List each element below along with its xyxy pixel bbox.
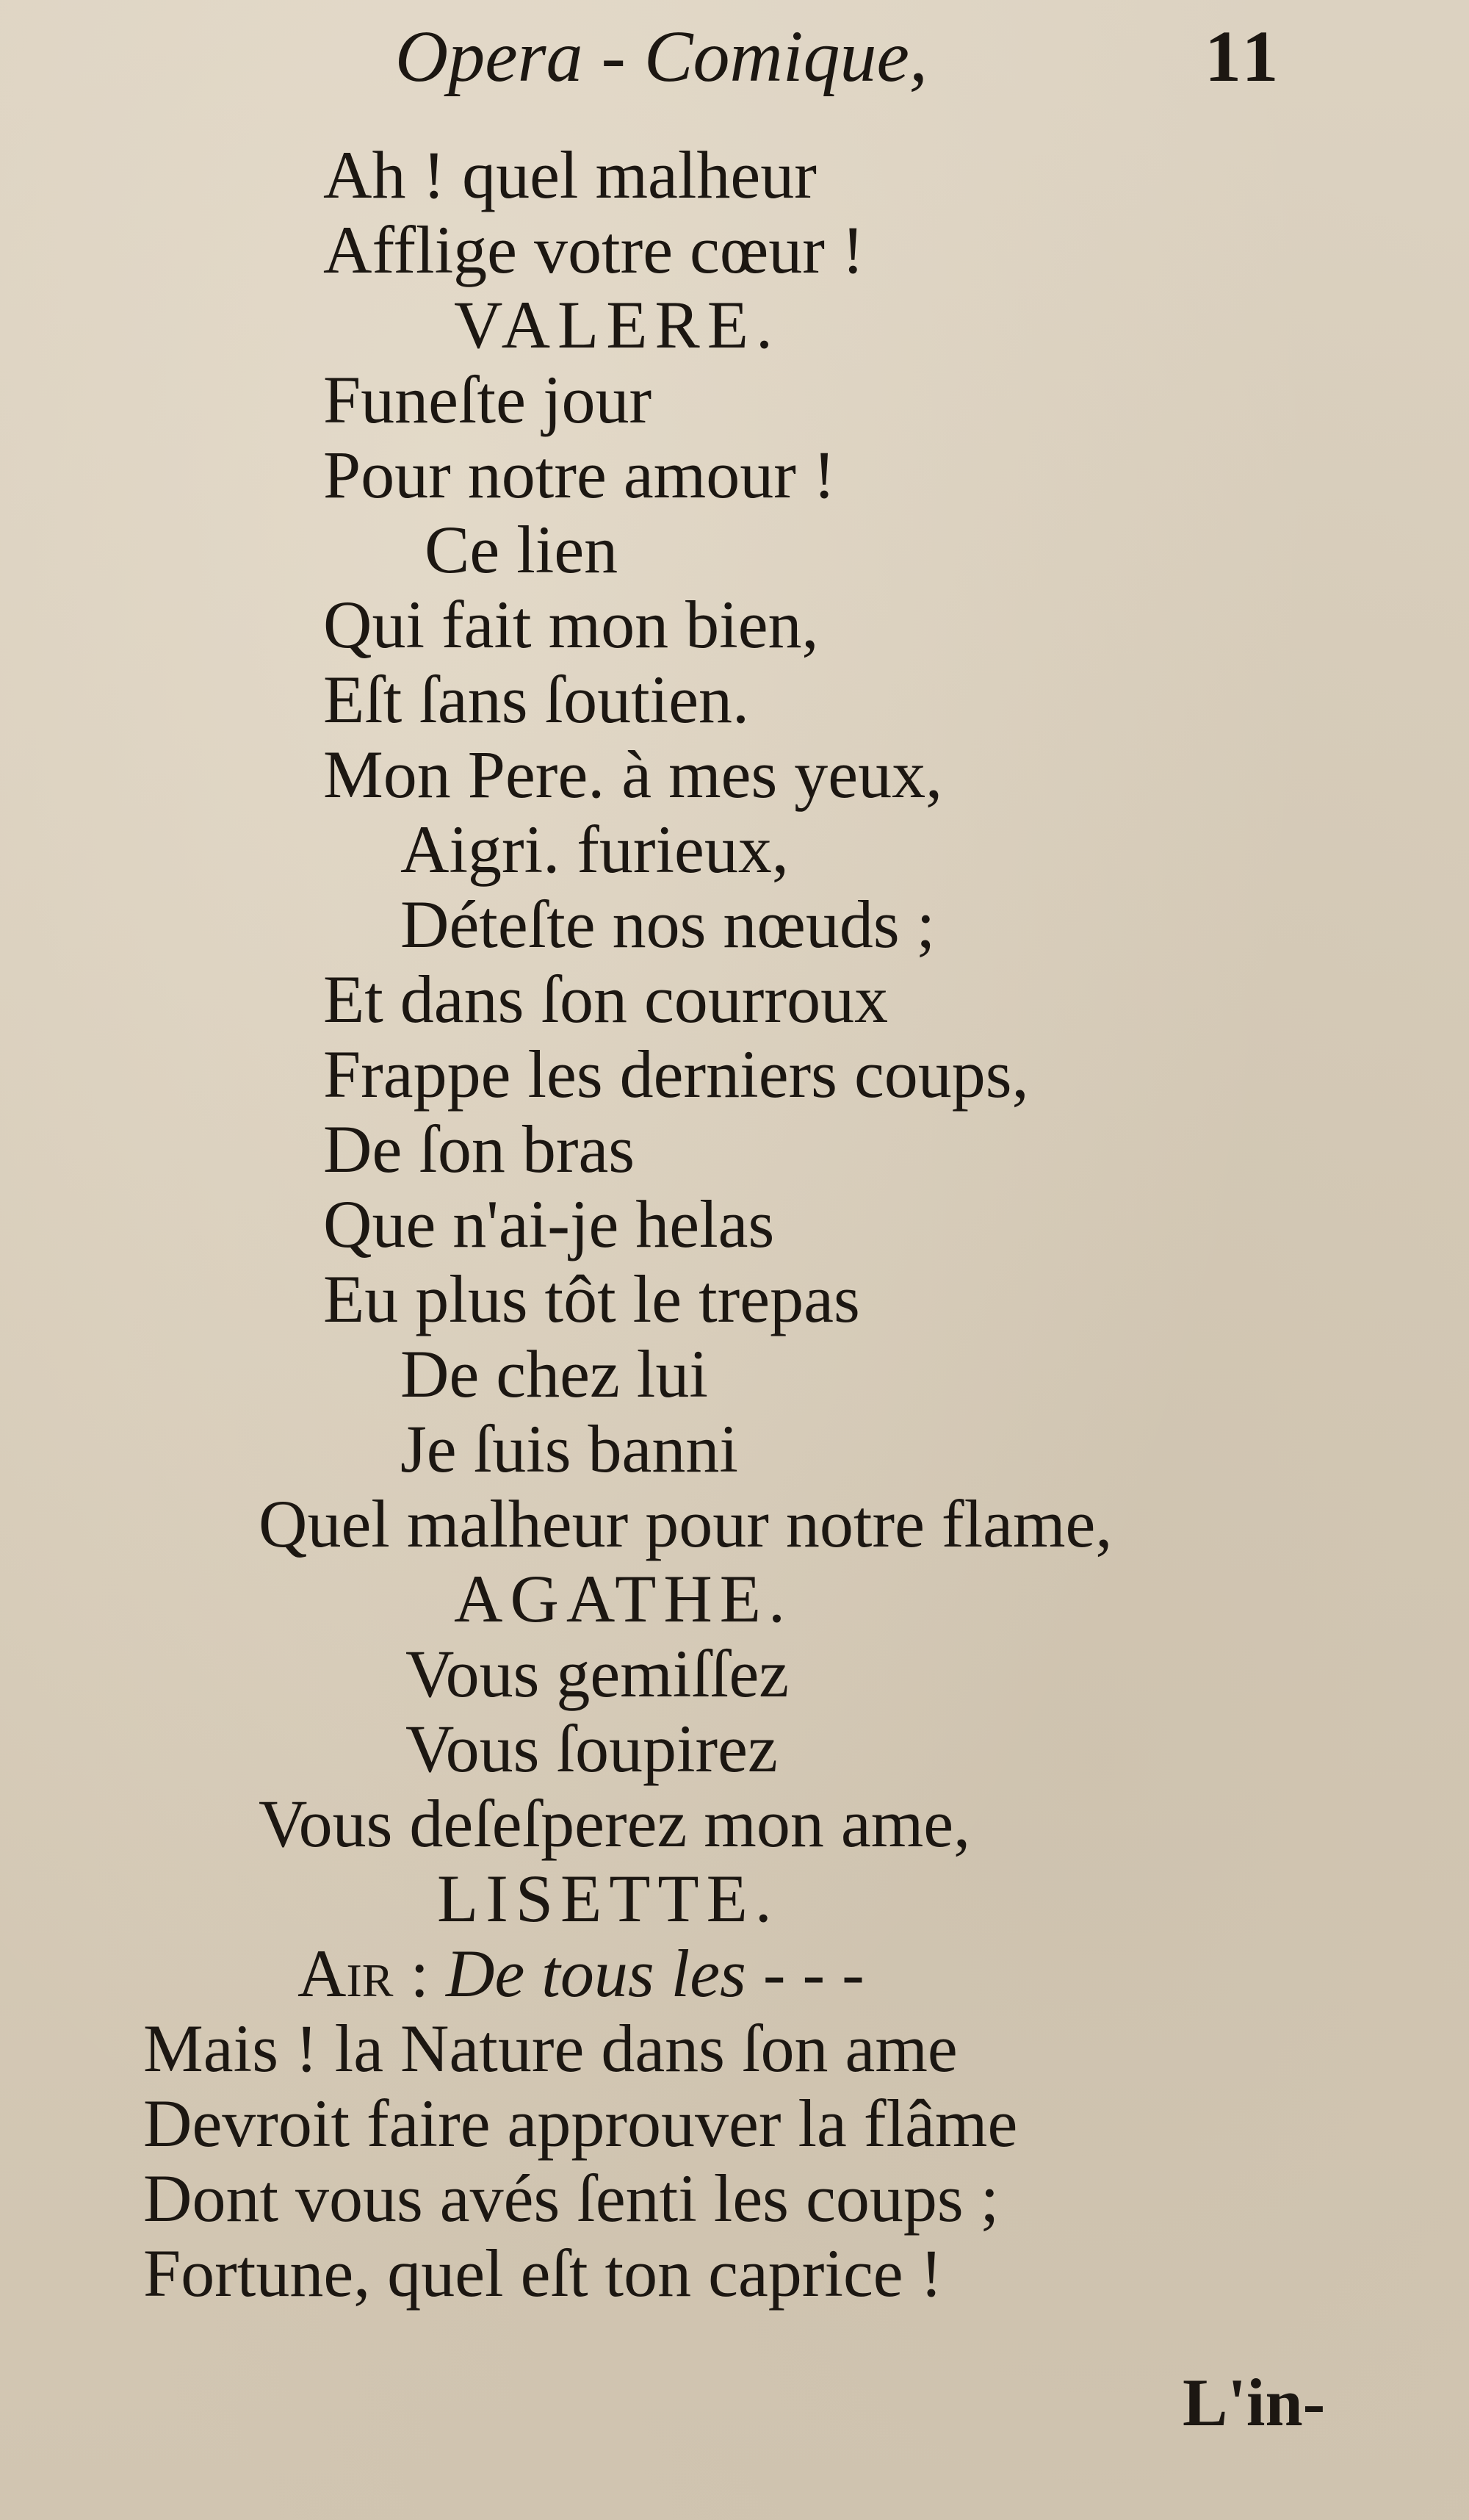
verse-line: Ce lien <box>425 512 618 587</box>
verse-line: Mon Pere. à mes yeux, <box>323 737 943 812</box>
verse-line: Eu plus tôt le trepas <box>323 1261 860 1336</box>
verse-line: Et dans ſon courroux <box>323 962 889 1037</box>
air-indication <box>297 1937 865 2010</box>
verse-line: Quel malheur pour notre flame, <box>259 1486 1113 1561</box>
verse-line: Mais ! la Nature dans ſon ame <box>143 2011 958 2086</box>
verse-line: Vous ſoupirez <box>405 1711 778 1786</box>
verse-line: Qui fait mon bien, <box>323 587 819 662</box>
verse-line: Aigri. furieux, <box>400 812 789 887</box>
air-label: Air : <box>297 1936 429 2011</box>
verse-line: Devroit faire approuver la flâme <box>143 2086 1018 2161</box>
verse-line: Vous deſeſperez mon ame, <box>259 1786 971 1861</box>
verse-line: Pour notre amour ! <box>323 437 836 512</box>
speaker-name: LISETTE. <box>437 1861 779 1936</box>
page-number: 11 <box>1205 15 1283 97</box>
air-name: De tous les - - - <box>446 1936 865 2011</box>
verse-line: Afflige votre cœur ! <box>323 212 865 287</box>
verse-line: Vous gemiſſez <box>405 1636 790 1711</box>
verse-line: Fortune, quel eſt ton caprice ! <box>143 2236 943 2311</box>
running-title: Opera - Comique, <box>395 15 928 97</box>
verse-line: De ſon bras <box>323 1112 635 1187</box>
verse-line: Frappe les derniers coups, <box>323 1037 1029 1112</box>
speaker-name: VALERE. <box>454 287 780 362</box>
speaker-name: AGATHE. <box>454 1561 793 1636</box>
verse-line: De chez lui <box>400 1336 708 1411</box>
catchword: L'in- <box>1183 2365 1326 2440</box>
verse-line: Déteſte nos nœuds ; <box>400 887 936 962</box>
verse-line: Ah ! quel malheur <box>323 137 817 212</box>
verse-line: Dont vous avés ſenti les coups ; <box>143 2161 1000 2236</box>
verse-line: Que n'ai-je helas <box>323 1187 775 1261</box>
verse-line: Eſt ſans ſoutien. <box>323 662 750 737</box>
verse-line: Funeſte jour <box>323 362 652 437</box>
verse-line: Je ſuis banni <box>400 1411 738 1486</box>
